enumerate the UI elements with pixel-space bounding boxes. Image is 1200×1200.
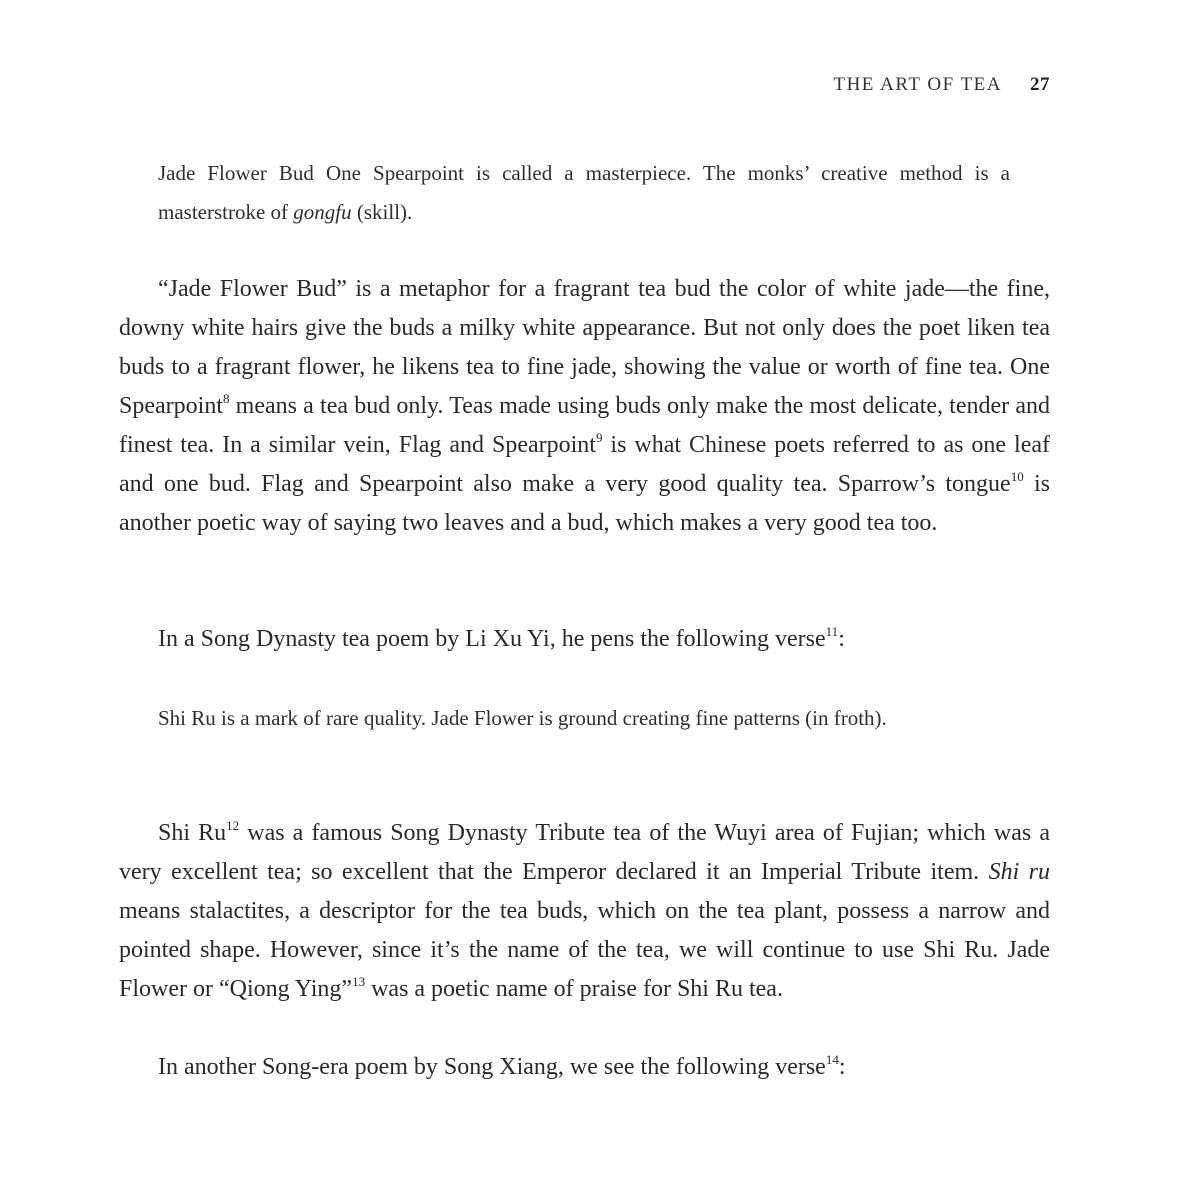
verse-1-text: Jade Flower Bud One Spearpoint is called a masterpiece. The monks’ creative method is a masterstroke of	[158, 161, 1010, 224]
page-number: 27	[1030, 74, 1050, 95]
footnote-ref-9[interactable]: 9	[595, 430, 603, 445]
footnote-ref-13[interactable]: 13	[352, 974, 366, 989]
paragraph-2-text: Shi Ru	[158, 820, 227, 846]
paragraph-2-text: was a poetic name of praise for Shi Ru tea.	[365, 976, 783, 1002]
verse-quote-1	[158, 154, 1010, 232]
running-head	[833, 74, 1050, 96]
verse-intro-1-text: In a Song Dynasty tea poem by Li Xu Yi, he pens the following verse	[158, 626, 826, 652]
paragraph-1-text: “Jade Flower Bud” is a metaphor for a fragrant tea bud the color of white jade—the fine, downy white hairs give the buds a milky white appearance. But not only does the poet liken tea buds to a fragrant flower, he likens tea to fine jade, showing the value or worth of fine tea. One Spearpoint	[119, 276, 1050, 419]
paragraph-2	[119, 814, 1050, 1009]
verse-1-text-end: (skill).	[351, 200, 413, 224]
footnote-ref-14[interactable]: 14	[825, 1052, 839, 1067]
verse-intro-2-text: In another Song-era poem by Song Xiang, we see the following verse	[158, 1054, 826, 1080]
verse-quote-2	[158, 699, 1010, 738]
paragraph-2-text: means stalactites, a descriptor for the tea buds, which on the tea plant, possess a narrow and pointed shape. However, since it’s the name of the tea, we will continue to use Shi Ru. Jade Flower or “Qiong Ying”	[119, 898, 1050, 1002]
paragraph-1-text: means a tea bud only. Teas made using buds only make the most delicate, tender and finest tea. In a similar vein, Flag and Spearpoint	[119, 393, 1050, 458]
paragraph-1-text: is what Chinese poets referred to as one leaf and one bud. Flag and Spearpoint also make a very good quality tea. Sparrow’s tongue	[119, 432, 1050, 497]
paragraph-2-text: was a famous Song Dynasty Tribute tea of the Wuyi area of Fujian; which was a very excellent tea; so excellent that the Emperor declared it an Imperial Tribute item.	[119, 820, 1050, 885]
verse-intro-1-colon: :	[838, 626, 845, 652]
paragraph-2-italic: Shi ru	[988, 859, 1050, 885]
verse-intro-1	[158, 620, 845, 659]
paragraph-1-text: is another poetic way of saying two leaves and a bud, which makes a very good tea too.	[119, 471, 1050, 536]
verse-2-text: Shi Ru is a mark of rare quality. Jade Flower is ground creating fine patterns (in froth).	[158, 706, 887, 730]
footnote-ref-8[interactable]: 8	[222, 391, 230, 406]
verse-intro-2	[158, 1048, 846, 1087]
verse-1-italic: gongfu	[293, 200, 352, 224]
verse-intro-2-colon: :	[838, 1054, 846, 1080]
footnote-ref-10[interactable]: 10	[1010, 469, 1024, 484]
running-head-title: THE ART OF TEA	[833, 74, 1002, 95]
footnote-ref-11[interactable]: 11	[825, 624, 839, 639]
paragraph-1	[119, 270, 1050, 543]
footnote-ref-12[interactable]: 12	[226, 818, 240, 833]
